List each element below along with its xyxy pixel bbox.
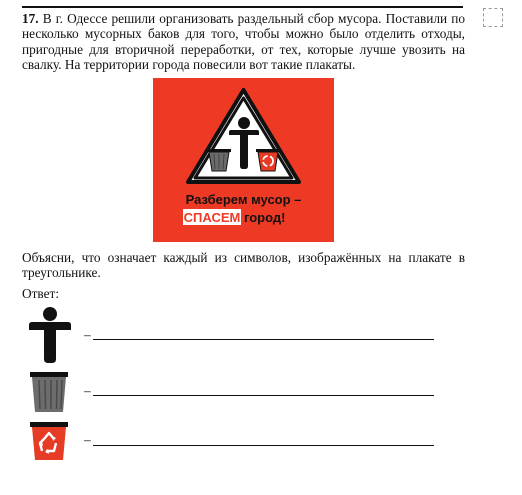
task-number: 17. <box>22 11 39 26</box>
answer-label: Ответ: <box>22 286 60 301</box>
question-text <box>22 11 465 73</box>
poster-slogan-line1: Разберем мусор – <box>185 192 302 207</box>
trash-bin-icon <box>29 371 69 413</box>
poster-slogan-line2: город! <box>244 210 286 225</box>
instruction-text: Объясни, что означает каждый из символов, изображённых на плакате в треугольнике. <box>22 250 465 281</box>
answer-line-3[interactable] <box>93 445 434 446</box>
task-body: В г. Одессе решили организовать раздельный сбор мусора. Поставили по несколько мусорных баков для того, чтобы можно было отделить отходы, пригодные для вторичной переработки, от тех, которые лучше увозить на свалку. На территории города повесили вот такие плакаты. <box>22 11 465 73</box>
answer-dash: – <box>84 432 91 447</box>
top-rule <box>22 6 463 8</box>
poster <box>153 78 334 242</box>
recycle-bin-icon <box>29 421 69 461</box>
answer-line-1[interactable] <box>93 339 434 340</box>
answer-line-2[interactable] <box>93 395 434 396</box>
answer-dash: – <box>84 383 91 398</box>
person-icon <box>27 306 73 364</box>
answer-dash: – <box>84 327 91 342</box>
answer-box[interactable] <box>483 8 503 27</box>
poster-slogan-highlight: СПАСЕМ <box>183 210 241 225</box>
